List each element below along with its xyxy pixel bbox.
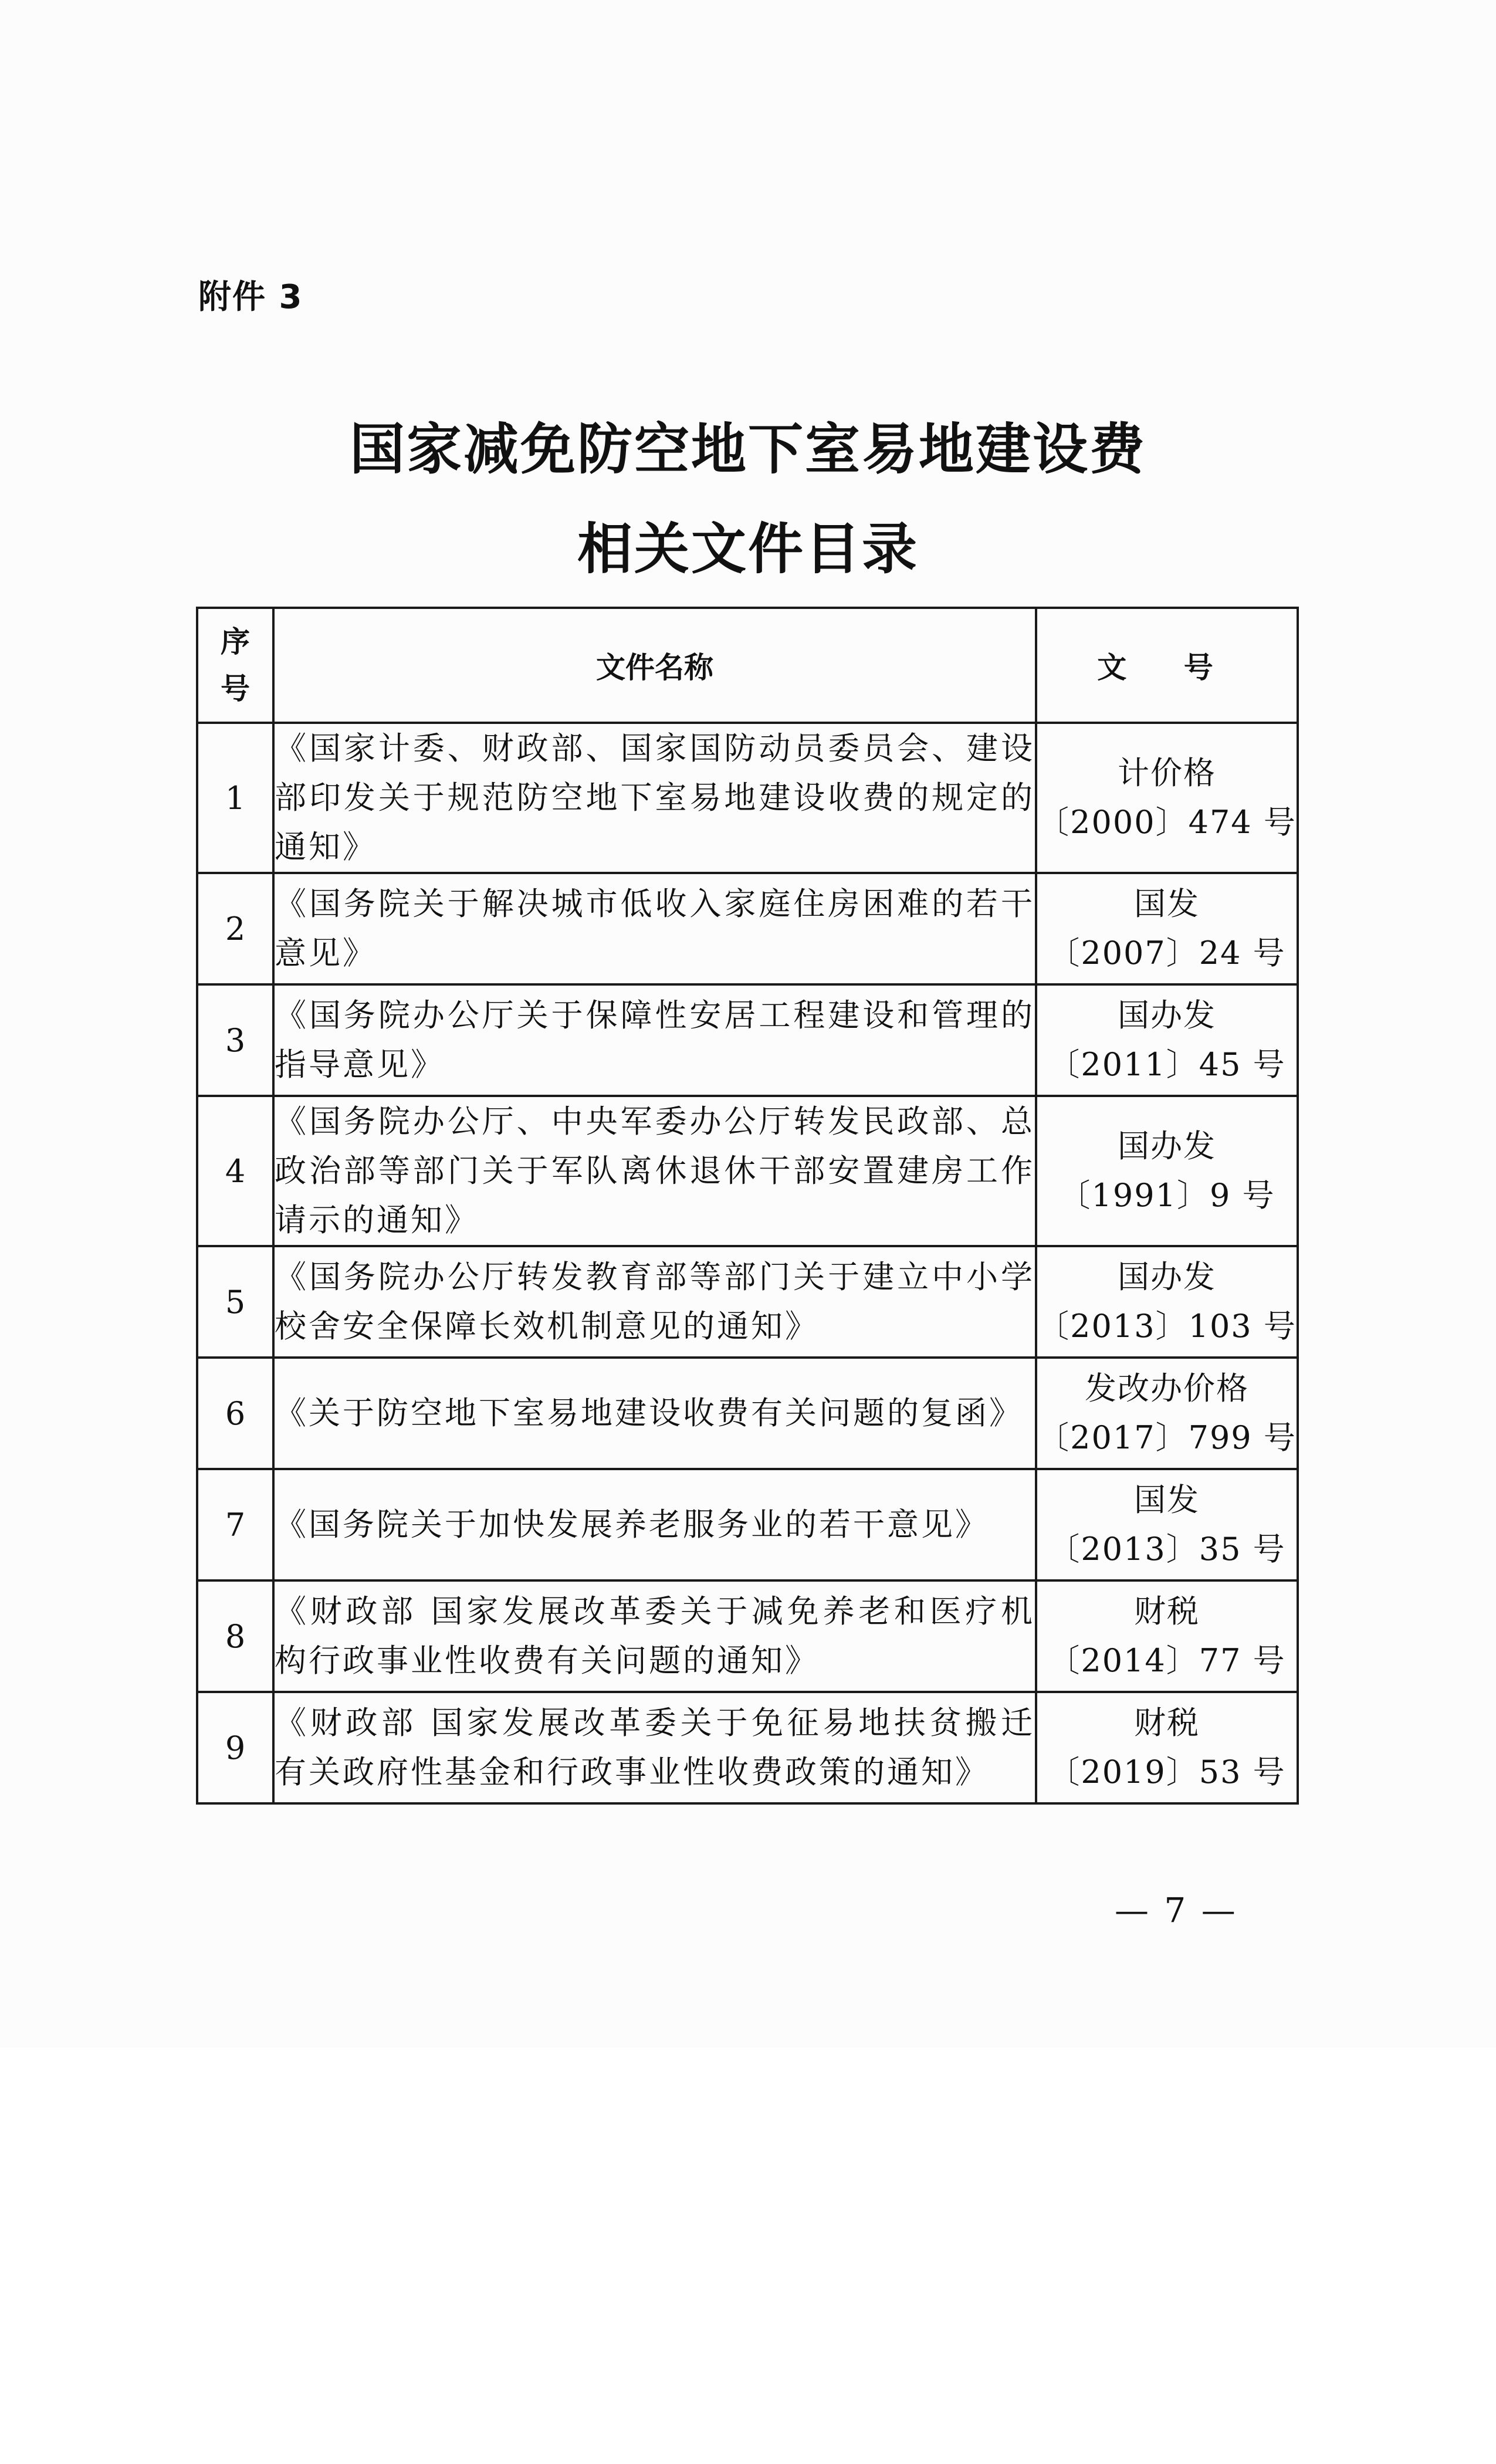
row-serial: 5 <box>197 1246 273 1358</box>
row-document-number: 国办发 〔2011〕45 号 <box>1036 984 1298 1096</box>
row-document-number: 国发 〔2007〕24 号 <box>1036 873 1298 984</box>
table-row <box>197 984 1298 1096</box>
table-row <box>197 723 1298 873</box>
row-serial: 6 <box>197 1358 273 1469</box>
row-file-name: 《国务院关于加快发展养老服务业的若干意见》 <box>273 1469 1036 1580</box>
row-file-name: 《国务院办公厅关于保障性安居工程建设和管理的指导意见》 <box>273 984 1036 1096</box>
row-document-number: 国发 〔2013〕35 号 <box>1036 1469 1298 1580</box>
row-document-number: 国办发 〔2013〕103 号 <box>1036 1246 1298 1358</box>
row-document-number: 国办发 〔1991〕9 号 <box>1036 1096 1298 1246</box>
title-line-1: 国家减免防空地下室易地建设费 <box>349 418 1146 482</box>
row-document-number: 计价格 〔2000〕474 号 <box>1036 723 1298 873</box>
header-document-number: 文 号 <box>1036 608 1298 723</box>
row-serial: 2 <box>197 873 273 984</box>
row-serial: 7 <box>197 1469 273 1580</box>
row-serial: 4 <box>197 1096 273 1246</box>
row-file-name: 《国务院办公厅、中央军委办公厅转发民政部、总政治部等部门关于军队离休退休干部安置建房工作请示的通知》 <box>273 1096 1036 1246</box>
page-number: — 7 — <box>1115 1890 1238 1930</box>
header-file-name: 文件名称 <box>273 608 1036 723</box>
row-file-name: 《财政部 国家发展改革委关于减免养老和医疗机构行政事业性收费有关问题的通知》 <box>273 1580 1036 1692</box>
row-document-number: 财税 〔2014〕77 号 <box>1036 1580 1298 1692</box>
table-row <box>197 873 1298 984</box>
header-serial-number: 序 号 <box>197 608 273 723</box>
file-catalog-table <box>196 607 1299 1805</box>
title-line-2: 相关文件目录 <box>577 517 919 581</box>
table-header-row <box>197 608 1298 723</box>
row-document-number: 发改办价格 〔2017〕799 号 <box>1036 1358 1298 1469</box>
table-row <box>197 1358 1298 1469</box>
row-serial: 8 <box>197 1580 273 1692</box>
row-file-name: 《国务院办公厅转发教育部等部门关于建立中小学校舍安全保障长效机制意见的通知》 <box>273 1246 1036 1358</box>
row-file-name: 《关于防空地下室易地建设收费有关问题的复函》 <box>273 1358 1036 1469</box>
table-row <box>197 1246 1298 1358</box>
row-file-name: 《国务院关于解决城市低收入家庭住房困难的若干意见》 <box>273 873 1036 984</box>
table-row <box>197 1692 1298 1803</box>
row-file-name: 《国家计委、财政部、国家国防动员委员会、建设部印发关于规范防空地下室易地建设收费的规定的通知》 <box>273 723 1036 873</box>
row-serial: 3 <box>197 984 273 1096</box>
row-serial: 9 <box>197 1692 273 1803</box>
row-serial: 1 <box>197 723 273 873</box>
row-file-name: 《财政部 国家发展改革委关于免征易地扶贫搬迁有关政府性基金和行政事业性收费政策的通知》 <box>273 1692 1036 1803</box>
table-row <box>197 1469 1298 1580</box>
table-row <box>197 1096 1298 1246</box>
row-document-number: 财税 〔2019〕53 号 <box>1036 1692 1298 1803</box>
attachment-label: 附件 3 <box>198 278 303 316</box>
table-row <box>197 1580 1298 1692</box>
